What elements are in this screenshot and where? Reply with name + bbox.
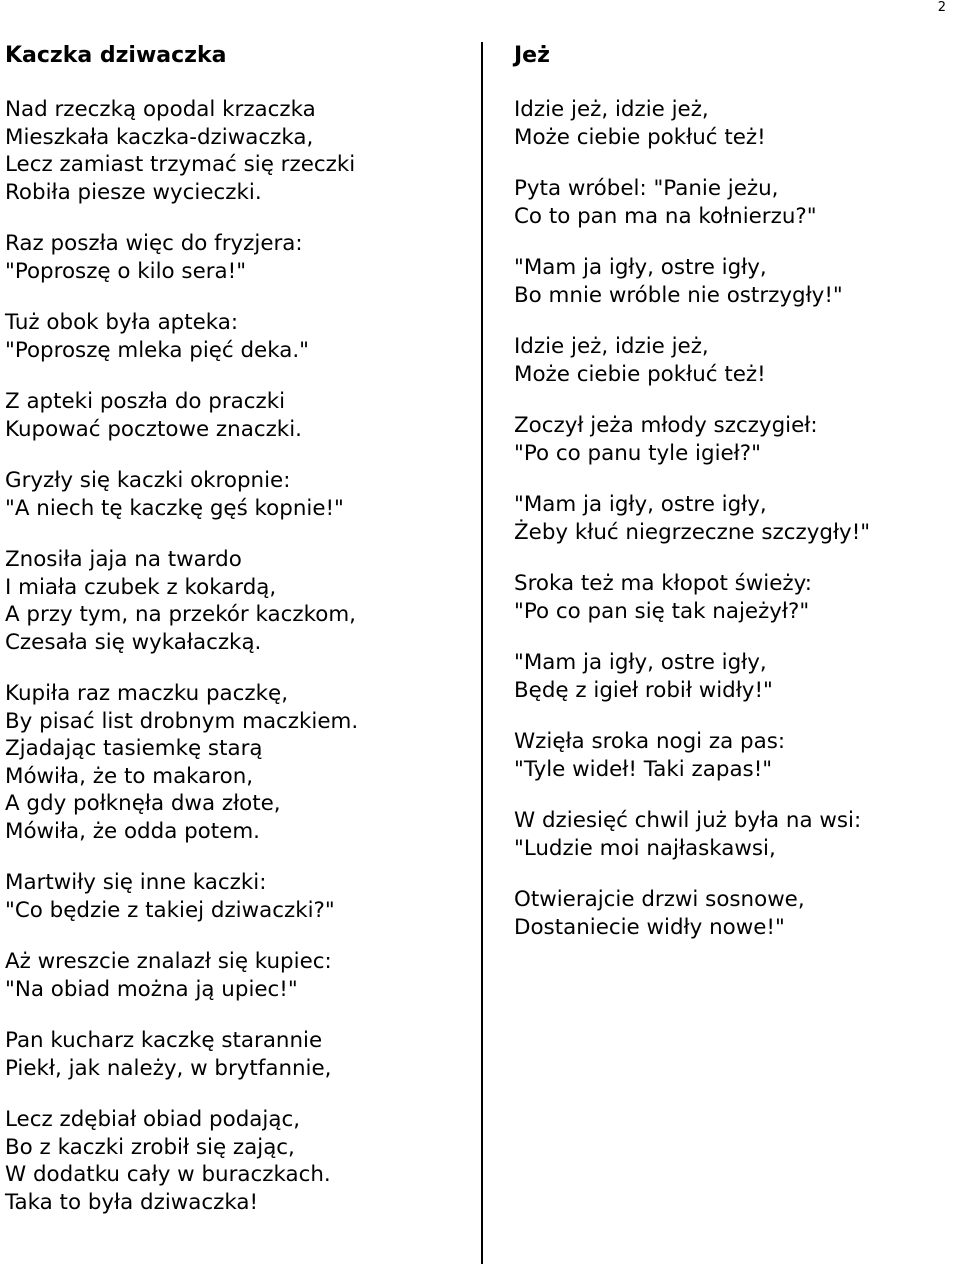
verse-line: Kupiła raz maczku paczkę, bbox=[5, 681, 288, 706]
verse-line: Będę z igieł robił widły!" bbox=[514, 677, 773, 703]
verse-line: Żeby kłuć niegrzeczne szczygły!" bbox=[514, 519, 871, 545]
stanza bbox=[514, 491, 954, 546]
stanza bbox=[514, 96, 954, 151]
verse-line: Pan kucharz kaczkę starannie bbox=[5, 1028, 323, 1053]
verse-line: "A niech tę kaczkę gęś kopnie!" bbox=[5, 495, 344, 521]
poem-title-jez: Jeż bbox=[514, 43, 550, 68]
verse-line: Aż wreszcie znalazł się kupiec: bbox=[5, 949, 332, 974]
verse-line: "Ludzie moi najłaskawsi, bbox=[514, 835, 776, 861]
stanza bbox=[514, 807, 954, 862]
verse-line: Bo mnie wróble nie ostrzygły!" bbox=[514, 282, 843, 308]
verse-line: Lecz zdębiał obiad podając, bbox=[5, 1107, 301, 1132]
stanza bbox=[514, 333, 954, 388]
stanza bbox=[5, 735, 475, 845]
stanza bbox=[5, 1106, 475, 1216]
verse-line: "Co będzie z takiej dziwaczki?" bbox=[5, 897, 335, 923]
verse-line: Wzięła sroka nogi za pas: bbox=[514, 729, 786, 754]
verse-line: Pyta wróbel: "Panie jeżu, bbox=[514, 176, 779, 201]
verse-line: Taka to była dziwaczka! bbox=[5, 1189, 259, 1215]
verse-line: Raz poszła więc do fryzjera: bbox=[5, 231, 303, 256]
stanza bbox=[5, 388, 475, 443]
verse-line: A przy tym, na przekór kaczkom, bbox=[5, 602, 356, 627]
verse-line: Piekł, jak należy, w brytfannie, bbox=[5, 1055, 332, 1081]
verse-line: Mówiła, że to makaron, bbox=[5, 763, 254, 789]
stanza bbox=[514, 649, 954, 704]
verse-line: Zoczył jeża młody szczygieł: bbox=[514, 413, 818, 438]
verse-line: Czesała się wykałaczką. bbox=[5, 629, 262, 655]
verse-line: Robiła piesze wycieczki. bbox=[5, 179, 262, 205]
verse-line: "Mam ja igły, ostre igły, bbox=[514, 255, 767, 280]
verse-line: "Na obiad można ją upiec!" bbox=[5, 976, 298, 1002]
verse-line: Martwiły się inne kaczki: bbox=[5, 870, 267, 895]
verse-line: Mieszkała kaczka-dziwaczka, bbox=[5, 124, 314, 150]
stanza bbox=[5, 309, 475, 364]
stanza bbox=[514, 254, 954, 309]
stanza bbox=[5, 948, 475, 1003]
stanza bbox=[5, 230, 475, 285]
verse-line: W dodatku cały w buraczkach. bbox=[5, 1162, 331, 1187]
stanza bbox=[514, 886, 954, 941]
stanza bbox=[5, 869, 475, 924]
verse-line: "Poproszę o kilo sera!" bbox=[5, 258, 247, 284]
verse-line: Idzie jeż, idzie jeż, bbox=[514, 97, 709, 122]
left-column bbox=[5, 42, 475, 1216]
column-divider bbox=[481, 42, 483, 1264]
stanza bbox=[514, 175, 954, 230]
verse-line: "Mam ja igły, ostre igły, bbox=[514, 492, 767, 517]
verse-line: I miała czubek z kokardą, bbox=[5, 574, 277, 600]
verse-line: "Tyle wideł! Taki zapas!" bbox=[514, 756, 773, 782]
verse-line: A gdy połknęła dwa złote, bbox=[5, 791, 281, 816]
verse-line: Zjadając tasiemkę starą bbox=[5, 736, 263, 761]
verse-line: Sroka też ma kłopot świeży: bbox=[514, 571, 812, 596]
stanza bbox=[514, 728, 954, 783]
verse-line: Mówiła, że odda potem. bbox=[5, 818, 260, 844]
verse-line: Lecz zamiast trzymać się rzeczki bbox=[5, 152, 356, 177]
verse-line: Z apteki poszła do praczki bbox=[5, 389, 286, 414]
verse-line: By pisać list drobnym maczkiem. bbox=[5, 708, 359, 734]
verse-line: "Po co pan się tak najeżył?" bbox=[514, 598, 810, 624]
verse-line: Znosiła jaja na twardo bbox=[5, 547, 242, 572]
stanza bbox=[514, 570, 954, 625]
verse-line: Gryzły się kaczki okropnie: bbox=[5, 468, 291, 493]
verse-line: Może ciebie pokłuć też! bbox=[514, 361, 766, 387]
verse-line: Nad rzeczką opodal krzaczka bbox=[5, 97, 316, 122]
right-column bbox=[514, 42, 954, 965]
verse-line: "Mam ja igły, ostre igły, bbox=[514, 650, 767, 675]
page-number: 2 bbox=[937, 0, 946, 15]
stanza bbox=[514, 412, 954, 467]
stanza bbox=[5, 546, 475, 656]
stanza bbox=[5, 467, 475, 522]
stanza bbox=[5, 1027, 475, 1082]
verse-line: W dziesięć chwil już była na wsi: bbox=[514, 808, 862, 833]
verse-line: "Poproszę mleka pięć deka." bbox=[5, 337, 309, 363]
verse-line: Bo z kaczki zrobił się zając, bbox=[5, 1134, 295, 1160]
verse-line: Może ciebie pokłuć też! bbox=[514, 124, 766, 150]
verse-line: Idzie jeż, idzie jeż, bbox=[514, 334, 709, 359]
verse-line: Tuż obok była apteka: bbox=[5, 310, 239, 335]
verse-line: Kupować pocztowe znaczki. bbox=[5, 416, 302, 442]
verse-line: Co to pan ma na kołnierzu?" bbox=[514, 203, 817, 229]
verse-line: Dostaniecie widły nowe!" bbox=[514, 914, 785, 940]
verse-line: Otwierajcie drzwi sosnowe, bbox=[514, 887, 805, 912]
verse-line: "Po co panu tyle igieł?" bbox=[514, 440, 761, 466]
poem-title-kaczka-dziwaczka: Kaczka dziwaczka bbox=[5, 43, 227, 68]
stanza bbox=[5, 680, 475, 735]
stanza bbox=[5, 96, 475, 206]
